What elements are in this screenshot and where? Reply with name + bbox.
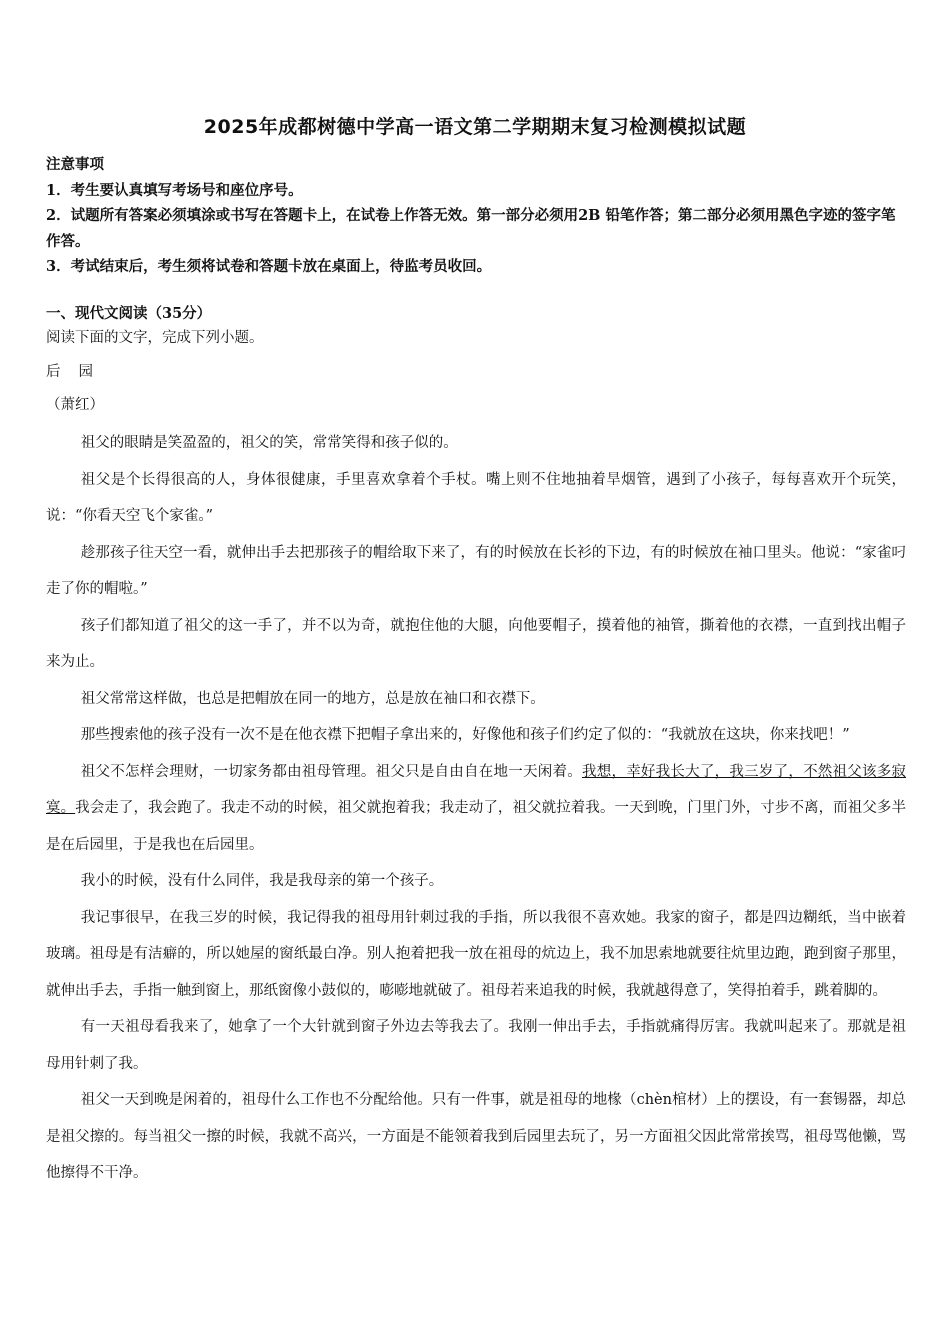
paragraph: 祖父是个长得很高的人，身体很健康，手里喜欢拿着个手杖。嘴上则不住地抽着旱烟管，遇到了小孩子，每每喜欢开个玩笑，说：“你看天空飞个家雀。” <box>46 471 906 524</box>
section-heading: 一、现代文阅读（35分） <box>46 305 212 322</box>
paragraph: 我记事很早，在我三岁的时候，我记得我的祖母用针刺过我的手指，所以我很不喜欢她。我家的窗子，都是四边糊纸，当中嵌着玻璃。祖母是有洁癖的，所以她屋的窗纸最白净。别人抱着把我一放在祖母的炕边上，我不加思索地就要往炕里边跑，跑到窗子那里，就伸出手去，手指一触到窗上，那纸窗像小鼓似的，嘭嘭地就破了。祖母若来追我的时候，我就越得意了，笑得拍着手，跳着脚的。 <box>46 909 906 999</box>
notice-item: 3．考试结束后，考生须将试卷和答题卡放在桌面上，待监考员收回。 <box>46 258 492 275</box>
paragraph <box>46 754 906 864</box>
notice-item: 1．考生要认真填写考场号和座位序号。 <box>46 181 303 199</box>
paragraph: 趁那孩子往天空一看，就伸出手去把那孩子的帽给取下来了，有的时候放在长衫的下边，有的时候放在袖口里头。他说：“家雀叼走了你的帽啦。” <box>46 544 906 597</box>
paragraph: 祖父的眼睛是笑盈盈的，祖父的笑，常常笑得和孩子似的。 <box>80 435 458 451</box>
underlined-sentence: 我想，幸好我长大了，我三岁了，不然祖父该多寂寞。 <box>46 763 907 816</box>
paragraph-text: 我会走了，我会跑了。我走不动的时候，祖父就抱着我；我走动了，祖父就拉着我。一天到晚，门里门外，寸步不离，而祖父多半是在后园里，于是我也在后园里。 <box>46 800 906 853</box>
paragraph: 孩子们都知道了祖父的这一手了，并不以为奇，就抱住他的大腿，向他要帽子，摸着他的袖管，撕着他的衣襟，一直到找出帽子来为止。 <box>46 617 906 670</box>
notice-item: 2．试题所有答案必须填涂或书写在答题卡上，在试卷上作答无效。第一部分必须用2B 铅笔作答；第二部分必须用黑色字迹的签字笔作答。 <box>46 207 896 250</box>
section-instruction: 阅读下面的文字，完成下列小题。 <box>46 330 264 346</box>
notice-block <box>46 152 906 280</box>
paragraph: 那些搜索他的孩子没有一次不是在他衣襟下把帽子拿出来的，好像他和孩子们约定了似的：“我就放在这块，你来找吧！” <box>80 727 850 743</box>
passage-author: （萧红） <box>46 397 104 413</box>
notice-heading: 注意事项 <box>46 156 104 173</box>
exam-title: 2025年成都树德中学高一语文第二学期期末复习检测模拟试题 <box>203 116 747 138</box>
paragraph-text: 祖父不怎样会理财，一切家务都由祖母管理。祖父只是自由自在地一天闲着。 <box>80 763 582 780</box>
passage-title: 后园 <box>46 364 111 380</box>
paragraph: 祖父一天到晚是闲着的，祖母什么工作也不分配给他。只有一件事，就是祖母的地椽（chèn棺材）上的摆设，有一套锡器，却总是祖父擦的。每当祖父一擦的时候，我就不高兴，一方面是不能领着我到后园里去玩了，另一方面祖父因此常常挨骂，祖母骂他懒，骂他擦得不干净。 <box>46 1092 906 1181</box>
paragraph: 我小的时候，没有什么同伴，我是我母亲的第一个孩子。 <box>80 873 444 889</box>
paragraph: 有一天祖母看我来了，她拿了一个大针就到窗子外边去等我去了。我刚一伸出手去，手指就痛得厉害。我就叫起来了。那就是祖母用针刺了我。 <box>46 1019 906 1072</box>
paragraph: 祖父常常这样做，也总是把帽放在同一的地方，总是放在袖口和衣襟下。 <box>80 690 545 707</box>
passage-body <box>46 425 906 1192</box>
